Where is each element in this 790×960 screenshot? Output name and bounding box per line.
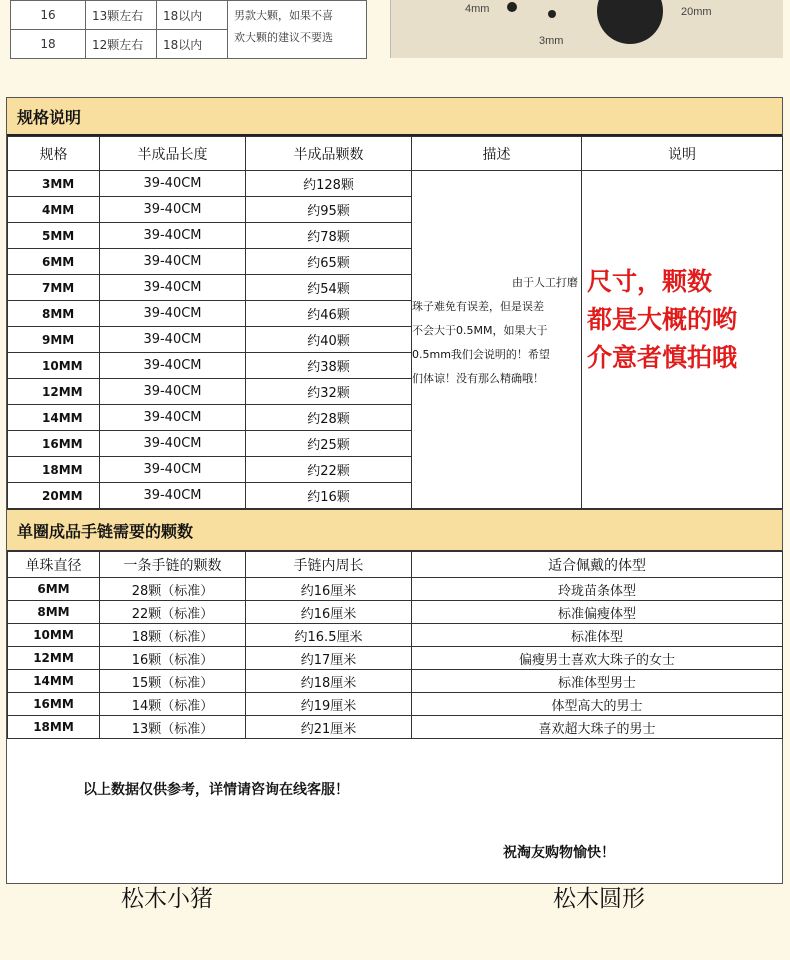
count-cell: 约25颗 — [246, 431, 412, 457]
header-body-type: 适合佩戴的体型 — [412, 552, 783, 578]
size-cell: 18 — [11, 30, 86, 59]
description-line: 由于人工打磨 — [512, 276, 578, 289]
body-type-cell: 标准体型男士 — [412, 670, 783, 693]
spec-table — [7, 136, 783, 509]
diameter-cell: 10MM — [8, 624, 100, 647]
header-circumference: 手链内周长 — [246, 552, 412, 578]
size-cell: 12MM — [8, 379, 100, 405]
size-cell: 14MM — [8, 405, 100, 431]
size-cell: 7MM — [8, 275, 100, 301]
diameter-cell: 12MM — [8, 647, 100, 670]
count-cell: 约128颗 — [246, 171, 412, 197]
bead-count-cell: 15颗（标准） — [100, 670, 246, 693]
length-cell: 39-40CM — [100, 301, 246, 327]
length-cell: 39-40CM — [100, 327, 246, 353]
spec-header-row — [8, 137, 783, 171]
length-cell: 39-40CM — [100, 223, 246, 249]
body-type-cell: 喜欢超大珠子的男士 — [412, 716, 783, 739]
diameter-cell: 8MM — [8, 601, 100, 624]
length-cell: 39-40CM — [100, 249, 246, 275]
circumference-cell: 约16.5厘米 — [246, 624, 412, 647]
note-line: 尺寸，颗数 — [587, 267, 713, 296]
top-note-line: 欢大颗的建议不要选 — [234, 31, 333, 44]
description-cell — [412, 171, 582, 509]
body-type-cell: 标准体型 — [412, 624, 783, 647]
bead-count-cell: 16颗（标准） — [100, 647, 246, 670]
bead-size-photo — [390, 0, 783, 58]
header-note: 说明 — [582, 137, 783, 171]
size-cell: 4MM — [8, 197, 100, 223]
count-cell: 约16颗 — [246, 483, 412, 509]
top-note-cell — [228, 1, 367, 59]
note-line: 都是大概的哟 — [587, 305, 738, 334]
note-cell — [582, 171, 783, 509]
top-size-table — [10, 0, 367, 59]
size-cell: 8MM — [8, 301, 100, 327]
circumference-cell: 约21厘米 — [246, 716, 412, 739]
count-cell: 约32颗 — [246, 379, 412, 405]
size-cell: 20MM — [8, 483, 100, 509]
spec-section-title: 规格说明 — [7, 98, 782, 136]
count-cell: 约22颗 — [246, 457, 412, 483]
table-row — [8, 578, 783, 601]
body-type-cell: 标准偏瘦体型 — [412, 601, 783, 624]
count-cell: 约95颗 — [246, 197, 412, 223]
photo-label-20mm: 20mm — [681, 6, 712, 18]
reference-note: 以上数据仅供参考，详情请咨询在线客服！ — [83, 782, 349, 798]
description-line: 不会大于0.5MM，如果大于 — [412, 324, 548, 337]
circumference-cell: 约19厘米 — [246, 693, 412, 716]
diameter-cell: 14MM — [8, 670, 100, 693]
top-note-line: 男款大颗，如果不喜 — [234, 9, 333, 22]
bead-count-cell: 28颗（标准） — [100, 578, 246, 601]
table-row — [11, 1, 367, 30]
bead-count-cell: 22颗（标准） — [100, 601, 246, 624]
circumference-cell: 约18厘米 — [246, 670, 412, 693]
length-cell: 39-40CM — [100, 483, 246, 509]
length-cell: 39-40CM — [100, 379, 246, 405]
size-cell: 3MM — [8, 171, 100, 197]
caption-left: 松木小猪 — [121, 886, 213, 912]
bracelet-section-title: 单圈成品手链需要的颗数 — [7, 509, 782, 551]
count-cell: 约54颗 — [246, 275, 412, 301]
greeting-note: 祝淘友购物愉快！ — [503, 845, 615, 861]
table-row — [8, 670, 783, 693]
count-cell: 约40颗 — [246, 327, 412, 353]
size-cell: 16 — [11, 1, 86, 30]
size-cell: 10MM — [8, 353, 100, 379]
spec-sheet — [6, 97, 783, 884]
header-count: 半成品颗数 — [246, 137, 412, 171]
length-cell: 39-40CM — [100, 431, 246, 457]
description-line: 珠子难免有误差，但是误差 — [412, 300, 544, 313]
header-description: 描述 — [412, 137, 582, 171]
top-cropped-section — [0, 0, 790, 58]
header-size: 规格 — [8, 137, 100, 171]
bracelet-table — [7, 551, 783, 739]
bead-count-cell: 13颗（标准） — [100, 716, 246, 739]
count-cell: 约46颗 — [246, 301, 412, 327]
header-bead-count: 一条手链的颗数 — [100, 552, 246, 578]
body-type-cell: 偏瘦男士喜欢大珠子的女士 — [412, 647, 783, 670]
photo-label-4mm: 4mm — [465, 3, 490, 15]
body-type-cell: 体型高大的男士 — [412, 693, 783, 716]
bead-count-cell: 18颗（标准） — [100, 624, 246, 647]
bracelet-header-row — [8, 552, 783, 578]
body-type-cell: 玲珑苗条体型 — [412, 578, 783, 601]
diameter-cell: 6MM — [8, 578, 100, 601]
description-text — [412, 271, 580, 391]
caption-right: 松木圆形 — [553, 886, 645, 912]
diameter-cell: 18MM — [8, 716, 100, 739]
length-cell: 39-40CM — [100, 197, 246, 223]
table-row — [8, 171, 783, 197]
circumference-cell: 约17厘米 — [246, 647, 412, 670]
table-row — [8, 716, 783, 739]
large-bead — [597, 0, 663, 44]
circumference-cell: 约16厘米 — [246, 578, 412, 601]
count-cell: 12颗左右 — [86, 30, 157, 59]
length-cell: 39-40CM — [100, 275, 246, 301]
note-line: 介意者慎拍哦 — [587, 343, 738, 372]
tiny-bead — [548, 10, 556, 18]
warning-note — [587, 263, 737, 377]
small-bead — [507, 2, 517, 12]
age-cell: 18以内 — [157, 30, 228, 59]
table-row — [8, 693, 783, 716]
diameter-cell: 16MM — [8, 693, 100, 716]
count-cell: 约38颗 — [246, 353, 412, 379]
size-cell: 9MM — [8, 327, 100, 353]
header-diameter: 单珠直径 — [8, 552, 100, 578]
count-cell: 约78颗 — [246, 223, 412, 249]
size-cell: 6MM — [8, 249, 100, 275]
bead-count-cell: 14颗（标准） — [100, 693, 246, 716]
count-cell: 13颗左右 — [86, 1, 157, 30]
size-cell: 5MM — [8, 223, 100, 249]
length-cell: 39-40CM — [100, 353, 246, 379]
footer-notes — [7, 739, 782, 878]
photo-label-3mm: 3mm — [539, 35, 564, 47]
circumference-cell: 约16厘米 — [246, 601, 412, 624]
table-row — [8, 624, 783, 647]
description-line: 们体谅！没有那么精确哦！ — [412, 372, 544, 385]
table-row — [8, 647, 783, 670]
length-cell: 39-40CM — [100, 171, 246, 197]
count-cell: 约65颗 — [246, 249, 412, 275]
count-cell: 约28颗 — [246, 405, 412, 431]
size-cell: 18MM — [8, 457, 100, 483]
age-cell: 18以内 — [157, 1, 228, 30]
description-line: 0.5mm我们会说明的！希望 — [412, 348, 550, 361]
table-row — [8, 601, 783, 624]
header-length: 半成品长度 — [100, 137, 246, 171]
length-cell: 39-40CM — [100, 405, 246, 431]
size-cell: 16MM — [8, 431, 100, 457]
length-cell: 39-40CM — [100, 457, 246, 483]
